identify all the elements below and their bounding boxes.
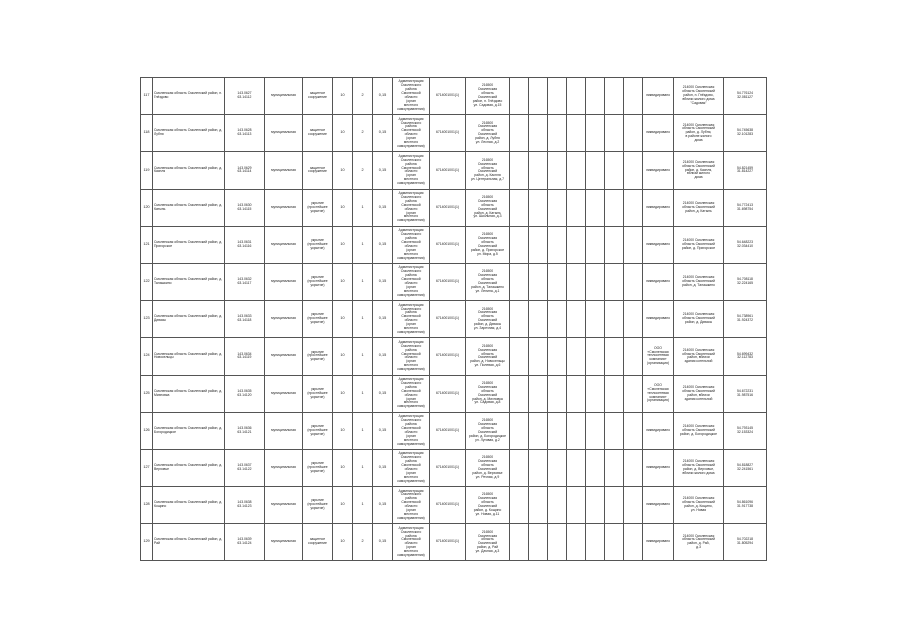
area-cell: 0,15 (373, 487, 393, 524)
capacity-cell: 10 (333, 487, 353, 524)
status-cell: ликвидировано (643, 412, 674, 449)
empty-cell (510, 524, 529, 561)
empty-cell (567, 412, 586, 449)
row-number: 128 (141, 487, 153, 524)
district-cell: Смоленская область Смоленский район, д. Дивасы (153, 301, 225, 338)
empty-cell (605, 78, 624, 115)
empty-cell (529, 412, 548, 449)
district-cell: Смоленская область Смоленский район, д. Михновка (153, 375, 225, 412)
location-cell: 214000 Смоленская область Смоленский район, вблизи здания котельной (674, 375, 724, 412)
area-cell: 0,15 (373, 524, 393, 561)
ownership-cell: муниципальная (265, 301, 303, 338)
code-cell: 143.0627 63.14112 (225, 78, 265, 115)
location-cell: 214000 Смоленская область Смоленский район, д. Богородицкое (674, 412, 724, 449)
purpose-cell: укрытие (простейшее укрытие) (303, 263, 333, 300)
area-cell: 0,15 (373, 226, 393, 263)
inn-cell: 6714001001(1) (430, 189, 466, 226)
location-cell: 214000 Смоленская область Смоленский район, д. Катынь (674, 189, 724, 226)
organization-cell: Администрация Смоленского района Смоленской области (орган местного самоуправления) (393, 487, 430, 524)
empty-cell (548, 263, 567, 300)
empty-cell (567, 301, 586, 338)
capacity-cell: 10 (333, 524, 353, 561)
empty-cell (548, 449, 567, 486)
register-table (140, 77, 767, 561)
inn-cell: 6714001001(1) (430, 524, 466, 561)
ownership-cell: муниципальная (265, 189, 303, 226)
table-row (141, 226, 767, 263)
purpose-cell: защитное сооружение (303, 524, 333, 561)
location-cell: 214000 Смоленская область Смоленский район, д. Пригорское (674, 226, 724, 263)
address-cell: 216500 Смоленская область Смоленский район, д. Богородицкое ул. Луговая, д.2 (466, 412, 510, 449)
code-cell: 143.0632 63.14117 (225, 263, 265, 300)
empty-cell (624, 487, 643, 524)
purpose-cell: укрытие (простейшее укрытие) (303, 449, 333, 486)
address-cell: 216500 Смоленская область Смоленский район, д. Новосельцы ул. Полевая, д.6 (466, 338, 510, 375)
inn-cell: 6714001001(1) (430, 115, 466, 152)
district-cell: Смоленская область Смоленский район, д. Катынь (153, 189, 225, 226)
status-cell: ликвидировано (643, 487, 674, 524)
empty-cell (605, 487, 624, 524)
empty-cell (510, 263, 529, 300)
organization-cell: Администрация Смоленского района Смоленской области (орган местного самоуправления) (393, 412, 430, 449)
coordinates-cell: 54.699432 32.112783 (724, 338, 767, 375)
empty-cell (567, 487, 586, 524)
table-row (141, 375, 767, 412)
empty-cell (548, 338, 567, 375)
ownership-cell: муниципальная (265, 524, 303, 561)
organization-cell: Администрация Смоленского района Смоленской области (орган местного самоуправления) (393, 375, 430, 412)
purpose-cell: укрытие (простейшее укрытие) (303, 487, 333, 524)
coordinates-cell: 54.793145 32.153324 (724, 412, 767, 449)
organization-cell: Администрация Смоленского района Смоленской области (орган местного самоуправления) (393, 152, 430, 189)
status-cell: ликвидировано (643, 524, 674, 561)
ownership-cell: муниципальная (265, 226, 303, 263)
empty-cell (586, 301, 605, 338)
empty-cell (605, 189, 624, 226)
empty-cell (529, 487, 548, 524)
empty-cell (510, 78, 529, 115)
empty-cell (548, 524, 567, 561)
class-cell: 1 (353, 412, 373, 449)
empty-cell (510, 412, 529, 449)
empty-cell (624, 338, 643, 375)
empty-cell (510, 338, 529, 375)
organization-cell: Администрация Смоленского района Смоленской области (орган местного самоуправления) (393, 226, 430, 263)
capacity-cell: 10 (333, 263, 353, 300)
class-cell: 1 (353, 301, 373, 338)
address-cell: 216500 Смоленская область Смоленский район, д. Дивасы ул. Заречная, д.4 (466, 301, 510, 338)
class-cell: 1 (353, 189, 373, 226)
district-cell: Смоленская область Смоленский район, д. Новосельцы (153, 338, 225, 375)
empty-cell (567, 152, 586, 189)
coordinates-cell: 54.745638 32.101283 (724, 115, 767, 152)
coordinates-cell: 54.772413 31.698754 (724, 189, 767, 226)
area-cell: 0,15 (373, 301, 393, 338)
address-cell: 216500 Смоленская область Смоленский район, д. Михновка ул. Садовая, д.8 (466, 375, 510, 412)
coordinates-cell: 54.648223 32.034410 (724, 226, 767, 263)
row-number: 117 (141, 78, 153, 115)
empty-cell (510, 152, 529, 189)
table-row (141, 152, 767, 189)
empty-cell (548, 152, 567, 189)
empty-cell (510, 487, 529, 524)
empty-cell (624, 152, 643, 189)
status-cell: ООО «Смоленская теплосетевая компания» (организация) (643, 375, 674, 412)
organization-cell: Администрация Смоленского района Смоленской области (орган местного самоуправления) (393, 115, 430, 152)
inn-cell: 6714001001(1) (430, 375, 466, 412)
address-cell: 216500 Смоленская область Смоленский район, д. Лубня ул. Лесная, д.2 (466, 115, 510, 152)
organization-cell: Администрация Смоленского района Смоленской области (орган местного самоуправления) (393, 263, 430, 300)
empty-cell (529, 115, 548, 152)
ownership-cell: муниципальная (265, 449, 303, 486)
purpose-cell: укрытие (простейшее укрытие) (303, 375, 333, 412)
empty-cell (510, 115, 529, 152)
coordinates-cell: 54.861096 31.917738 (724, 487, 767, 524)
capacity-cell: 10 (333, 152, 353, 189)
empty-cell (529, 338, 548, 375)
empty-cell (548, 375, 567, 412)
status-cell: ликвидировано (643, 301, 674, 338)
purpose-cell: укрытие (простейшее укрытие) (303, 301, 333, 338)
empty-cell (529, 78, 548, 115)
table-row (141, 78, 767, 115)
ownership-cell: муниципальная (265, 78, 303, 115)
empty-cell (567, 263, 586, 300)
ownership-cell: муниципальная (265, 152, 303, 189)
empty-cell (624, 115, 643, 152)
status-cell: ликвидировано (643, 78, 674, 115)
organization-cell: Администрация Смоленского района Смоленской области (орган местного самоуправления) (393, 78, 430, 115)
location-cell: 214000 Смоленская область Смоленский район, д. Талашкино (674, 263, 724, 300)
row-number: 121 (141, 226, 153, 263)
inn-cell: 6714001001(1) (430, 152, 466, 189)
status-cell: ликвидировано (643, 189, 674, 226)
class-cell: 1 (353, 338, 373, 375)
capacity-cell: 10 (333, 338, 353, 375)
location-cell: 214000 Смоленская область Смоленский район, д. Дивасы (674, 301, 724, 338)
empty-cell (510, 375, 529, 412)
row-number: 125 (141, 375, 153, 412)
address-cell: 216500 Смоленская область Смоленский район, д. Рай ул. Дачная, д.3 (466, 524, 510, 561)
empty-cell (586, 412, 605, 449)
table-row (141, 189, 767, 226)
district-cell: Смоленская область Смоленский район, д. Талашкино (153, 263, 225, 300)
location-cell: 214000 Смоленская область Смоленский район, д. Кощино, ул. Новая (674, 487, 724, 524)
capacity-cell: 10 (333, 449, 353, 486)
empty-cell (510, 189, 529, 226)
class-cell: 1 (353, 375, 373, 412)
code-cell: 143.0636 63.14121 (225, 412, 265, 449)
empty-cell (624, 449, 643, 486)
ownership-cell: муниципальная (265, 375, 303, 412)
address-cell: 216500 Смоленская область Смоленский район, д. Верховье ул. Речная, д.9 (466, 449, 510, 486)
purpose-cell: укрытие (простейшее укрытие) (303, 189, 333, 226)
empty-cell (567, 226, 586, 263)
district-cell: Смоленская область Смоленский район, п. Гнёздово (153, 78, 225, 115)
empty-cell (548, 301, 567, 338)
address-cell: 216500 Смоленская область Смоленский район, д. Талашкино ул. Ленина, д.1 (466, 263, 510, 300)
status-cell: ликвидировано (643, 449, 674, 486)
empty-cell (567, 524, 586, 561)
empty-cell (605, 152, 624, 189)
empty-cell (624, 226, 643, 263)
empty-cell (624, 78, 643, 115)
inn-cell: 6714001001(1) (430, 226, 466, 263)
empty-cell (624, 263, 643, 300)
code-cell: 143.0634 63.14119 (225, 338, 265, 375)
empty-cell (586, 449, 605, 486)
inn-cell: 6714001001(1) (430, 487, 466, 524)
empty-cell (567, 338, 586, 375)
inn-cell: 6714001001(1) (430, 338, 466, 375)
organization-cell: Администрация Смоленского района Смоленской области (орган местного самоуправления) (393, 524, 430, 561)
empty-cell (510, 449, 529, 486)
coordinates-cell: 54.818827 32.241561 (724, 449, 767, 486)
row-number: 120 (141, 189, 153, 226)
district-cell: Смоленская область Смоленский район, д. Каспля (153, 152, 225, 189)
organization-cell: Администрация Смоленского района Смоленской области (орган местного самоуправления) (393, 301, 430, 338)
row-number: 129 (141, 524, 153, 561)
status-cell: ликвидировано (643, 152, 674, 189)
table-row (141, 412, 767, 449)
code-cell: 143.0630 63.14115 (225, 189, 265, 226)
area-cell: 0,15 (373, 115, 393, 152)
empty-cell (548, 189, 567, 226)
district-cell: Смоленская область Смоленский район, д. Лубня (153, 115, 225, 152)
table-row (141, 524, 767, 561)
capacity-cell: 10 (333, 412, 353, 449)
empty-cell (529, 375, 548, 412)
status-cell: ликвидировано (643, 226, 674, 263)
inn-cell: 6714001001(1) (430, 263, 466, 300)
purpose-cell: укрытие (простейшее укрытие) (303, 226, 333, 263)
ownership-cell: муниципальная (265, 115, 303, 152)
district-cell: Смоленская область Смоленский район, д. Богородицкое (153, 412, 225, 449)
inn-cell: 6714001001(1) (430, 412, 466, 449)
area-cell: 0,15 (373, 263, 393, 300)
table-row (141, 338, 767, 375)
empty-cell (605, 115, 624, 152)
class-cell: 2 (353, 152, 373, 189)
coordinates-cell: 54.738961 31.924372 (724, 301, 767, 338)
status-cell: ликвидировано (643, 115, 674, 152)
empty-cell (529, 301, 548, 338)
capacity-cell: 10 (333, 78, 353, 115)
empty-cell (548, 226, 567, 263)
code-cell: 143.0638 63.14123 (225, 487, 265, 524)
empty-cell (586, 263, 605, 300)
class-cell: 2 (353, 524, 373, 561)
district-cell: Смоленская область Смоленский район, д. Рай (153, 524, 225, 561)
empty-cell (586, 375, 605, 412)
empty-cell (624, 189, 643, 226)
row-number: 126 (141, 412, 153, 449)
location-cell: 214000 Смоленская область Смоленский район, п. Гнёздово, вблизи жилого дома "Садовая" (674, 78, 724, 115)
row-number: 123 (141, 301, 153, 338)
empty-cell (567, 449, 586, 486)
code-cell: 143.0635 63.14120 (225, 375, 265, 412)
empty-cell (529, 449, 548, 486)
empty-cell (605, 263, 624, 300)
empty-cell (605, 375, 624, 412)
empty-cell (567, 375, 586, 412)
row-number: 122 (141, 263, 153, 300)
district-cell: Смоленская область Смоленский район, д. Верховье (153, 449, 225, 486)
status-cell: ликвидировано (643, 263, 674, 300)
capacity-cell: 10 (333, 115, 353, 152)
area-cell: 0,15 (373, 412, 393, 449)
area-cell: 0,15 (373, 449, 393, 486)
empty-cell (586, 189, 605, 226)
coordinates-cell: 54.776124 32.081127 (724, 78, 767, 115)
empty-cell (529, 263, 548, 300)
area-cell: 0,15 (373, 189, 393, 226)
district-cell: Смоленская область Смоленский район, д. Кощино (153, 487, 225, 524)
coordinates-cell: 54.708118 32.224165 (724, 263, 767, 300)
class-cell: 1 (353, 449, 373, 486)
ownership-cell: муниципальная (265, 487, 303, 524)
table-row (141, 301, 767, 338)
empty-cell (624, 524, 643, 561)
empty-cell (624, 375, 643, 412)
code-cell: 143.0628 63.14113 (225, 115, 265, 152)
empty-cell (624, 301, 643, 338)
empty-cell (529, 152, 548, 189)
location-cell: 214000 Смоленская область Смоленский район, д. Лубня, в районе жилого дома (674, 115, 724, 152)
table-row (141, 115, 767, 152)
coordinates-cell: 54.702218 31.805294 (724, 524, 767, 561)
inn-cell: 6714001001(1) (430, 301, 466, 338)
empty-cell (605, 412, 624, 449)
empty-cell (548, 115, 567, 152)
empty-cell (624, 412, 643, 449)
capacity-cell: 10 (333, 226, 353, 263)
ownership-cell: муниципальная (265, 412, 303, 449)
empty-cell (605, 338, 624, 375)
inn-cell: 6714001001(1) (430, 78, 466, 115)
location-cell: 214000 Смоленская область Смоленский район, д. Верховье, вблизи жилого дома (674, 449, 724, 486)
row-number: 119 (141, 152, 153, 189)
capacity-cell: 10 (333, 301, 353, 338)
empty-cell (548, 412, 567, 449)
area-cell: 0,15 (373, 338, 393, 375)
area-cell: 0,15 (373, 375, 393, 412)
empty-cell (586, 338, 605, 375)
code-cell: 143.0631 63.14116 (225, 226, 265, 263)
class-cell: 1 (353, 487, 373, 524)
area-cell: 0,15 (373, 152, 393, 189)
empty-cell (548, 487, 567, 524)
code-cell: 143.0639 63.14124 (225, 524, 265, 561)
purpose-cell: защитное сооружение (303, 152, 333, 189)
class-cell: 1 (353, 226, 373, 263)
location-cell: 214000 Смоленская область Смоленский район, д. Рай, д.3 (674, 524, 724, 561)
table-row (141, 487, 767, 524)
empty-cell (586, 524, 605, 561)
capacity-cell: 10 (333, 375, 353, 412)
organization-cell: Администрация Смоленского района Смоленской области (орган местного самоуправления) (393, 338, 430, 375)
status-cell: ООО «Смоленская теплосетевая компания» (организация) (643, 338, 674, 375)
empty-cell (548, 78, 567, 115)
purpose-cell: укрытие (простейшее укрытие) (303, 412, 333, 449)
empty-cell (510, 301, 529, 338)
purpose-cell: защитное сооружение (303, 115, 333, 152)
organization-cell: Администрация Смоленского района Смоленской области (орган местного самоуправления) (393, 449, 430, 486)
row-number: 118 (141, 115, 153, 152)
row-number: 127 (141, 449, 153, 486)
empty-cell (605, 226, 624, 263)
ownership-cell: муниципальная (265, 338, 303, 375)
capacity-cell: 10 (333, 189, 353, 226)
purpose-cell: укрытие (простейшее укрытие) (303, 338, 333, 375)
table-row (141, 263, 767, 300)
empty-cell (510, 226, 529, 263)
empty-cell (586, 487, 605, 524)
address-cell: 216500 Смоленская область Смоленский район, д. Пригорское ул. Мира, д.5 (466, 226, 510, 263)
coordinates-cell: 54.821459 31.814227 (724, 152, 767, 189)
empty-cell (605, 449, 624, 486)
table-row (141, 449, 767, 486)
empty-cell (567, 78, 586, 115)
ownership-cell: муниципальная (265, 263, 303, 300)
address-cell: 216500 Смоленская область Смоленский район, д. Кощино ул. Новая, д.11 (466, 487, 510, 524)
empty-cell (529, 524, 548, 561)
address-cell: 216500 Смоленская область Смоленский район, д. Каспля ул. Центральная, д.7 (466, 152, 510, 189)
code-cell: 143.0629 63.14114 (225, 152, 265, 189)
empty-cell (586, 78, 605, 115)
address-cell: 216500 Смоленская область Смоленский район, д. Катынь ул. Школьная, д.3 (466, 189, 510, 226)
district-cell: Смоленская область Смоленский район, д. Пригорское (153, 226, 225, 263)
empty-cell (529, 189, 548, 226)
code-cell: 143.0633 63.14118 (225, 301, 265, 338)
empty-cell (567, 115, 586, 152)
empty-cell (586, 115, 605, 152)
location-cell: 214000 Смоленская область Смоленский район, вблизи здания котельной (674, 338, 724, 375)
address-cell: 216500 Смоленская область Смоленский район, п. Гнёздово ул. Садовая, д.15 (466, 78, 510, 115)
coordinates-cell: 54.672231 31.987516 (724, 375, 767, 412)
empty-cell (586, 152, 605, 189)
class-cell: 2 (353, 115, 373, 152)
row-number: 124 (141, 338, 153, 375)
class-cell: 2 (353, 78, 373, 115)
inn-cell: 6714001001(1) (430, 449, 466, 486)
empty-cell (586, 226, 605, 263)
purpose-cell: защитное сооружение (303, 78, 333, 115)
class-cell: 1 (353, 263, 373, 300)
code-cell: 143.0637 63.14122 (225, 449, 265, 486)
area-cell: 0,15 (373, 78, 393, 115)
empty-cell (605, 524, 624, 561)
empty-cell (529, 226, 548, 263)
organization-cell: Администрация Смоленского района Смоленской области (орган местного самоуправления) (393, 189, 430, 226)
empty-cell (567, 189, 586, 226)
location-cell: 214000 Смоленская область Смоленский район, д. Каспля, вблизи жилого дома (674, 152, 724, 189)
empty-cell (605, 301, 624, 338)
